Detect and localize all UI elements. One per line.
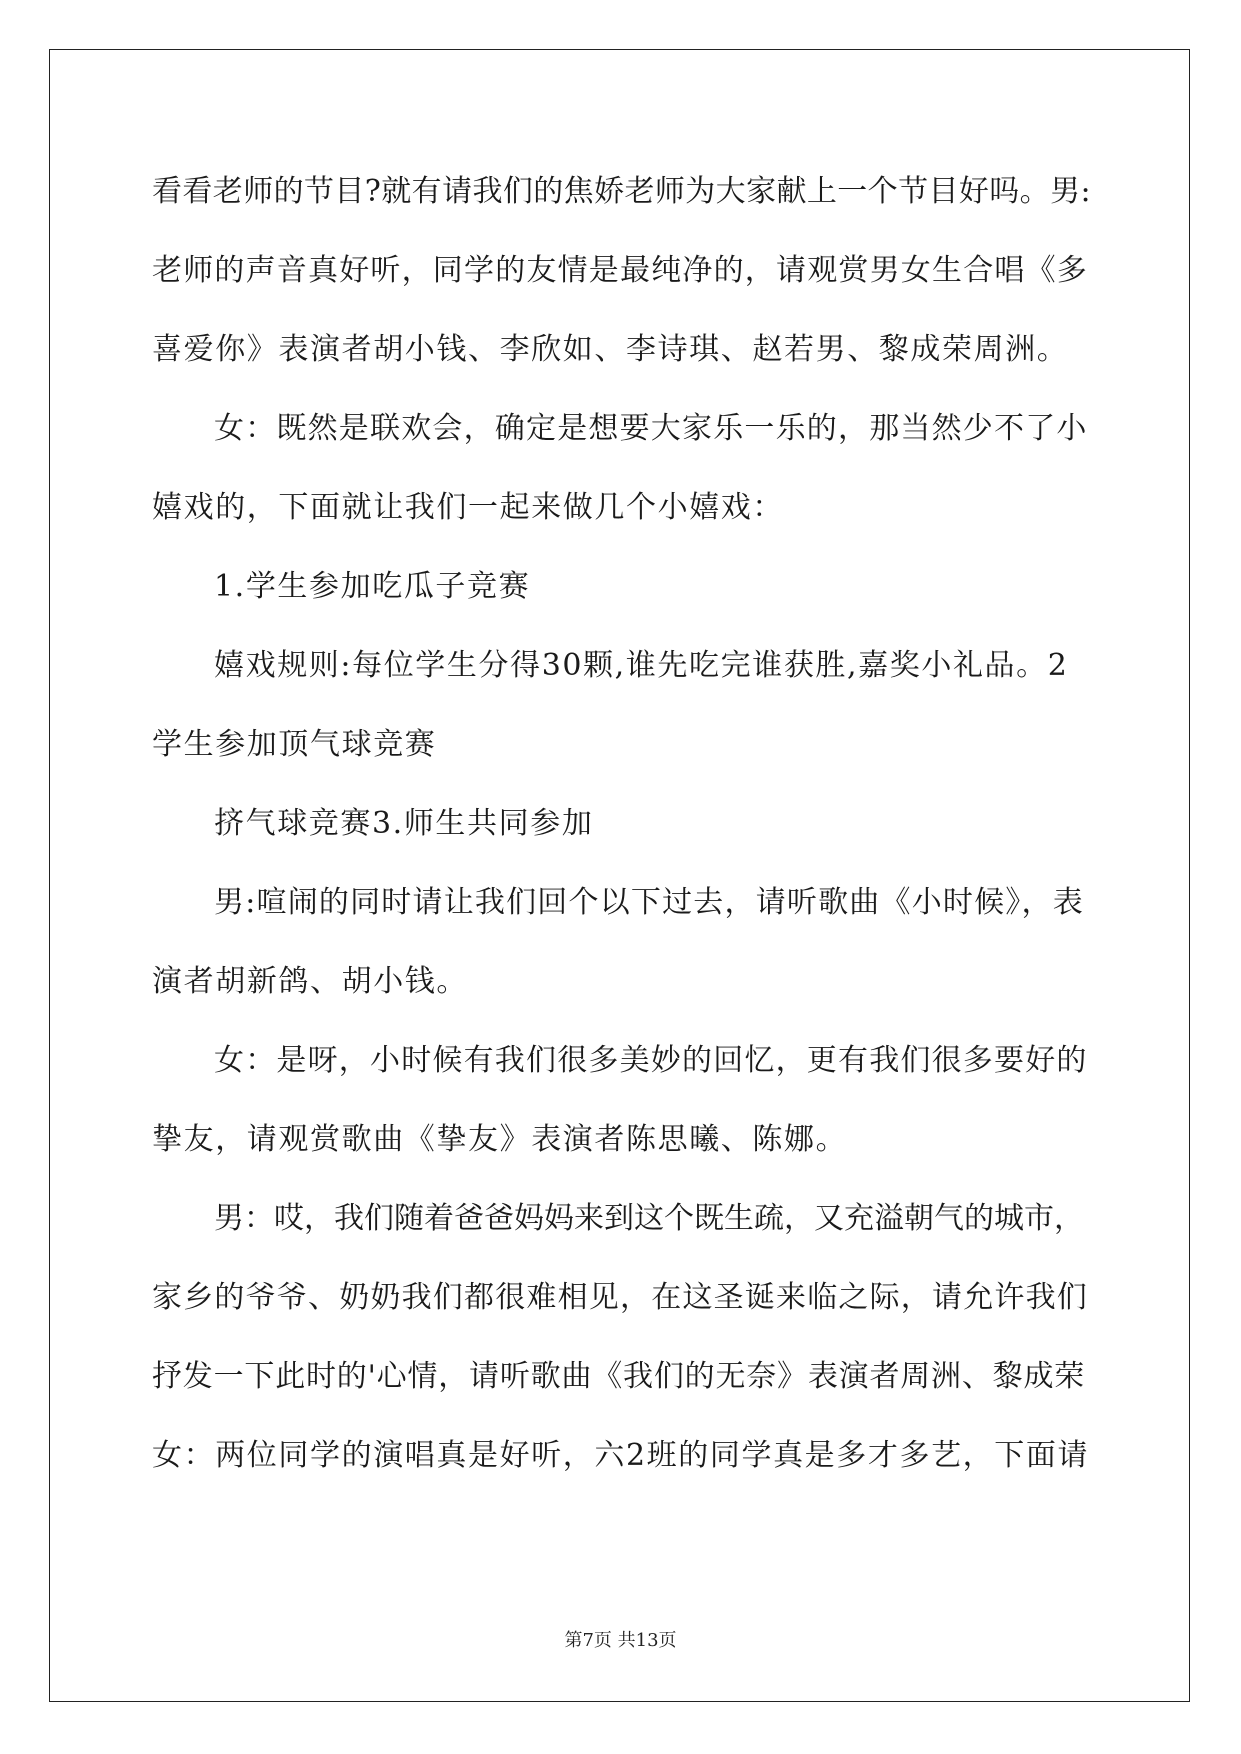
text-line-11: 演者胡新鸽、胡小钱。 [152, 964, 468, 999]
text-line-16: 抒发一下此时的'心情，请听歌曲《我们的无奈》表演者周洲、黎成荣 [152, 1359, 1086, 1394]
text-line-10: 男:喧闹的同时请让我们回个以下过去，请听歌曲《小时候》，表 [214, 885, 1084, 920]
text-line-14: 男：哎，我们随着爸爸妈妈来到这个既生疏，又充溢朝气的城市， [214, 1201, 1084, 1236]
text-line-7: 嬉戏规则:每位学生分得30颗,谁先吃完谁获胜,嘉奖小礼品。2 [214, 648, 1069, 683]
page-footer [0, 1626, 1241, 1652]
document-body [152, 152, 1092, 1495]
text-line-5: 嬉戏的，下面就让我们一起来做几个小嬉戏： [152, 490, 784, 525]
text-line-8: 学生参加顶气球竞赛 [152, 727, 437, 762]
text-line-1: 看看老师的节目?就有请我们的焦娇老师为大家献上一个节目好吗。男: [152, 174, 1091, 209]
text-line-6: 1.学生参加吃瓜子竞赛 [214, 569, 531, 604]
page-number: 第7页 共13页 [564, 1630, 677, 1651]
text-line-4: 女：既然是联欢会，确定是想要大家乐一乐的，那当然少不了小 [214, 411, 1088, 446]
text-line-2: 老师的声音真好听，同学的友情是最纯净的，请观赏男女生合唱《多 [152, 253, 1088, 288]
text-line-17: 女：两位同学的演唱真是好听，六2班的同学真是多才多艺，下面请 [152, 1438, 1090, 1473]
text-line-15: 家乡的爷爷、奶奶我们都很难相见，在这圣诞来临之际，请允许我们 [152, 1280, 1088, 1315]
text-line-13: 挚友，请观赏歌曲《挚友》表演者陈思曦、陈娜。 [152, 1122, 848, 1157]
text-line-12: 女：是呀，小时候有我们很多美妙的回忆，更有我们很多要好的 [214, 1043, 1088, 1078]
text-line-9: 挤气球竞赛3.师生共同参加 [214, 806, 594, 841]
text-line-3: 喜爱你》表演者胡小钱、李欣如、李诗琪、赵若男、黎成荣周洲。 [152, 332, 1069, 367]
